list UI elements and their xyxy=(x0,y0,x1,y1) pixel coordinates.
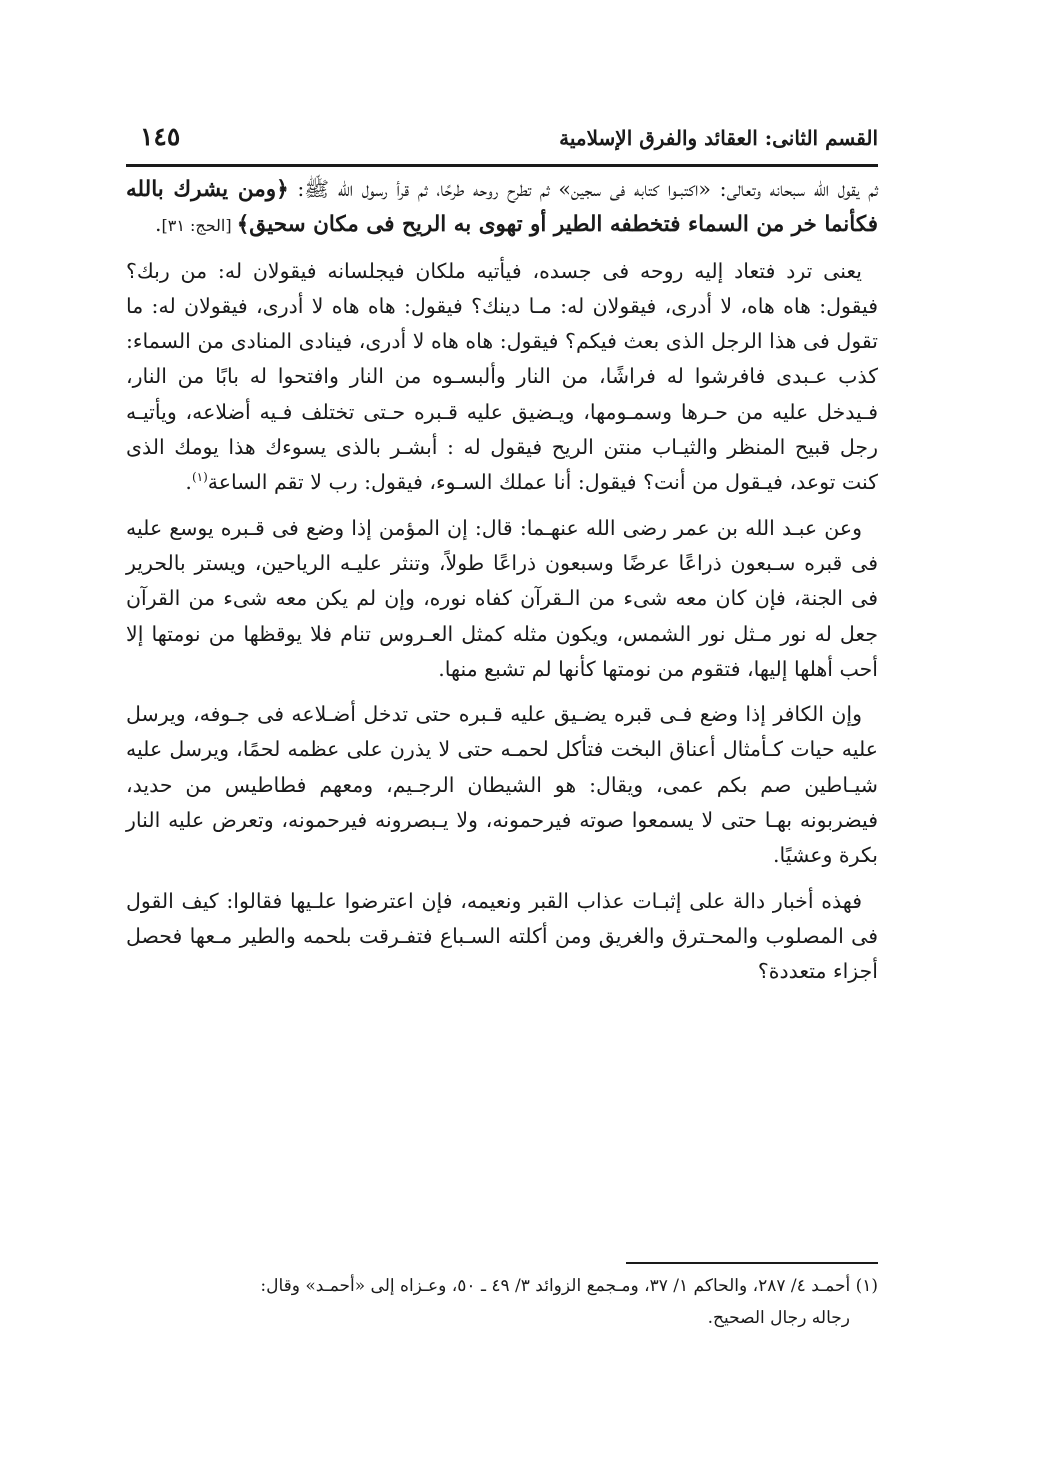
paragraph-1-text: ثم يقول الله سبحانه وتعالى: «اكتبـوا كتابه فى سجين» ثم تطرح روحه طرحًا، ثم قرأ رسول الله ﷺ: xyxy=(288,177,878,201)
footnote-1-line-2: رجاله رجال الصحيح. xyxy=(707,1308,850,1328)
paragraph-1 xyxy=(126,172,878,244)
paragraph-4: وإن الكافر إذا وضع فـى قبره يضـيق عليه قـبره حتى تدخل أضـلاعه فى جـوفه، ويرسل عليه حيات كـأمثال أعناق البخت فتأكل لحمـه حتى لا يذرن على عظمه لحمًا، ويرسل عليه شيـاطين صم بكم عمى، ويقال: هو الشيطان الرجـيم، ومعهم فطاطيس من حديد، فيضربونه بهـا حتى لا يسمعوا صوته فيرحمونه، ولا يـبصرونه فيرحمونه، وتعرض عليه النار بكرة وعشيًا. xyxy=(126,702,878,868)
footnote-1-line-1: (١) أحمـد ٤/ ٢٨٧، والحاكم ١/ ٣٧، ومـجمع الزوائد ٣/ ٤٩ ـ ٥٠، وعـزاه إلى «أحمـد» وقال: xyxy=(260,1276,878,1296)
paragraph-1-end: . xyxy=(154,212,162,237)
footnotes xyxy=(126,1270,878,1334)
section-label: القسم الثانى: xyxy=(764,126,878,150)
quran-verse: ﴿ومن يشرك بالله فكأنما خر من السماء فتخطفه الطير أو تهوى به الريح فى مكان سحيق﴾ xyxy=(126,177,878,238)
verse-citation: [الحج: ٣١] xyxy=(161,216,237,236)
footnote-divider xyxy=(626,1262,878,1264)
paragraph-2-end: . xyxy=(185,470,192,495)
section-heading xyxy=(559,126,878,150)
main-text xyxy=(126,172,878,1000)
page-number: ١٤٥ xyxy=(140,122,181,151)
paragraph-3: وعن عبـد الله بن عمر رضى الله عنهـما: قال: إن المؤمن إذا وضع فى قـبره يوسع عليه فى قبره سـبعون ذراعًا عرضًا وسبعون ذراعًا طولاً، وتنثر عليـه الرياحين، ويستر بالحرير فى الجنة، فإن كان معه شىء من الـقرآن كفاه نوره، وإن لم يكن معه شىء من القرآن جعل له نور مـثل نور الشمس، ويكون مثله كمثل العـروس تنام فلا يوقظها من نومتها إلا أحب أهلها إليها، فتقوم من نومتها كأنها لم تشبع منها. xyxy=(126,515,878,681)
header-divider xyxy=(126,164,878,167)
running-header xyxy=(126,118,878,166)
paragraph-2 xyxy=(126,254,878,501)
section-title: العقائد والفرق الإسلامية xyxy=(559,126,758,150)
footnote-reference[interactable]: (١) xyxy=(191,470,208,485)
paragraph-5: فهذه أخبار دالة على إثبـات عذاب القبر ونعيمه، فإن اعترضوا علـيها فقالوا: كيف القول فى المصلوب والمحـترق والغريق ومن أكلته السـباع فتفـرقت بلحمه والطير مـعها فحصل أجزاء متعددة؟ xyxy=(126,888,878,984)
paragraph-2-text: يعنى ترد فتعاد إليه روحه فى جسده، فيأتيه ملكان فيجلسانه فيقولان له: من ربك؟ فيقول: هاه هاه، لا أدرى، فيقولان له: مـا دينك؟ فيقول: هاه هاه لا أدرى، فيقولان له: ما تقول فى هذا الرجل الذى بعث فيكم؟ فيقول: هاه هاه لا أدرى، فينادى المنادى من السماء: كذب عـبدى فافرشوا له فراشًا، من النار وألبسـوه من النار وافتحوا له بابًا من النار، فـيدخل عليه من حـرها وسمـومها، ويـضيق عليه قـبره حـتى تختلف فـيه أضلاعه، ويأتيـه رجل قبيح المنظر والثيـاب منتن الريح فيقول له : أبشـر بالذى يسوءك هذا يومك الذى كنت توعد، فيـقول من أنت؟ فيقول: أنا عملك السـوء، فيقول: رب لا تقم الساعة xyxy=(126,258,878,495)
